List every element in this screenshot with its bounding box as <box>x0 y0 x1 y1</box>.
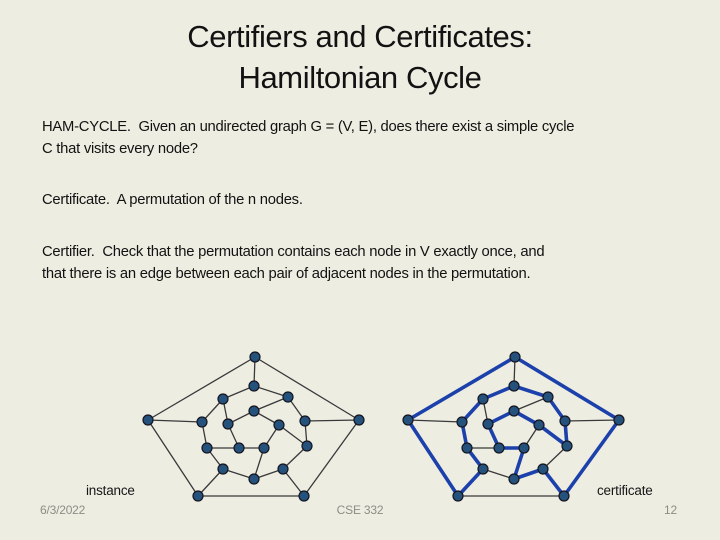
graph-edge <box>148 357 255 420</box>
graph-edge <box>148 420 202 422</box>
instance-graph <box>143 352 364 501</box>
graph-node <box>543 392 553 402</box>
slide-title-line2: Hamiltonian Cycle <box>238 60 482 95</box>
graph-node <box>197 417 207 427</box>
graph-edge <box>565 420 619 421</box>
graph-node <box>299 491 309 501</box>
graph-node <box>483 419 493 429</box>
graph-node <box>218 394 228 404</box>
graph-node <box>250 352 260 362</box>
certificate-graph <box>403 352 624 501</box>
graph-node <box>538 464 548 474</box>
graph-node <box>494 443 504 453</box>
graph-node <box>462 443 472 453</box>
graph-node <box>259 443 269 453</box>
slide-title-line1: Certifiers and Certificates: <box>187 19 533 54</box>
graph-edge <box>408 420 462 422</box>
certifier-definition-line1: Certifier. Check that the permutation contains each node in V exactly once, and <box>42 244 545 260</box>
graph-node <box>457 417 467 427</box>
graph-node <box>453 491 463 501</box>
footer-date: 6/3/2022 <box>40 503 86 517</box>
graph-node <box>560 416 570 426</box>
ham-cycle-edge <box>515 357 619 420</box>
graph-node <box>300 416 310 426</box>
graph-node <box>249 406 259 416</box>
graph-node <box>283 392 293 402</box>
graph-node <box>234 443 244 453</box>
ham-cycle-edge <box>408 420 458 496</box>
graph-node <box>223 419 233 429</box>
ham-cycle-edge <box>408 357 515 420</box>
graph-node <box>478 394 488 404</box>
graph-node <box>478 464 488 474</box>
footer-page-number: 12 <box>664 503 677 517</box>
graph-node <box>302 441 312 451</box>
ham-cycle-definition-line2: C that visits every node? <box>42 140 198 157</box>
graph-node <box>143 415 153 425</box>
graph-node <box>193 491 203 501</box>
graph-node <box>249 381 259 391</box>
graph-node <box>614 415 624 425</box>
graph-node <box>202 443 212 453</box>
graph-edge <box>255 357 359 420</box>
graph-edge <box>148 420 198 496</box>
graph-node <box>509 406 519 416</box>
graph-node <box>249 474 259 484</box>
graph-node <box>519 443 529 453</box>
ham-cycle-definition-line1: HAM-CYCLE. Given an undirected graph G = (V, E), does there exist a simple cycle <box>42 119 575 135</box>
graph-node <box>274 420 284 430</box>
instance-label: instance <box>86 483 135 498</box>
graph-node <box>559 491 569 501</box>
certificate-label: certificate <box>597 483 653 498</box>
graph-node <box>509 474 519 484</box>
graph-node <box>510 352 520 362</box>
graph-node <box>218 464 228 474</box>
graph-node <box>354 415 364 425</box>
graph-node <box>403 415 413 425</box>
footer-course: CSE 332 <box>336 503 384 517</box>
graph-node <box>562 441 572 451</box>
graph-node <box>278 464 288 474</box>
certifier-definition-line2: that there is an edge between each pair of adjacent nodes in the permutation. <box>42 265 531 282</box>
graph-node <box>534 420 544 430</box>
graph-node <box>509 381 519 391</box>
graph-edge <box>305 420 359 421</box>
certificate-definition-line1: Certificate. A permutation of the n nodes. <box>42 192 303 208</box>
graph-edge <box>304 420 359 496</box>
